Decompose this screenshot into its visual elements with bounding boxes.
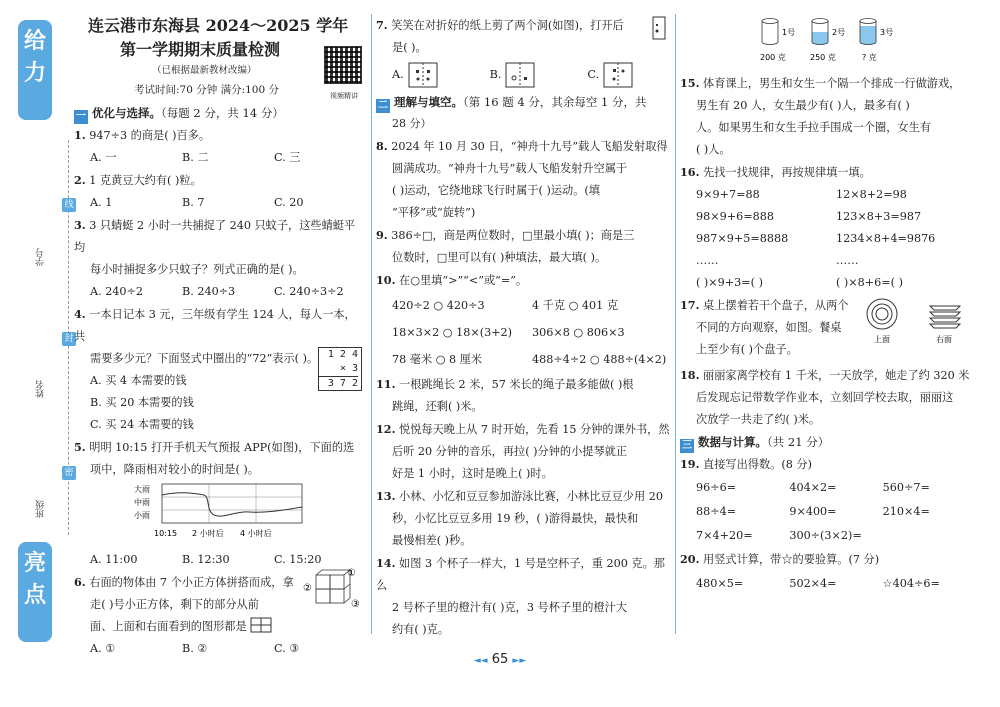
compare-item[interactable]: 78 毫米 ○ 8 厘米: [392, 353, 483, 366]
student-id-label: 学号: [36, 248, 46, 266]
pattern-item: 98×9+6=888: [696, 210, 774, 223]
cup-label: 2号: [832, 28, 846, 37]
qr-caption: 视频精讲: [330, 92, 358, 100]
question-text: 悦悦每天晚上从 7 时开始，先看 15 分钟的课外书，然: [399, 423, 670, 436]
option-b[interactable]: B.: [489, 68, 502, 81]
question-16: [680, 161, 976, 294]
section-3-heading: [680, 431, 976, 453]
question-text: 右面的物体由 7 个小正方体拼搭而成，拿: [89, 576, 294, 589]
question-text: 不同的方向观察，如图。餐桌: [696, 321, 842, 334]
option-c[interactable]: C.: [587, 68, 600, 81]
question-19: [680, 453, 976, 548]
chart-y-label: 大雨: [134, 485, 150, 494]
cups-figure: [680, 14, 976, 64]
compare-item[interactable]: 488÷4÷2 ○ 488÷(4×2): [532, 353, 667, 366]
question-text: 面、上面和右面看到的图形都是: [90, 620, 247, 633]
next-page-icon[interactable]: ►►: [512, 656, 527, 666]
option-b[interactable]: B. 7: [182, 196, 205, 209]
question-text: 用竖式计算，带☆的要验算。(7 分): [703, 553, 880, 566]
cup-label: 1号: [782, 28, 796, 37]
column-1: [74, 14, 366, 660]
question-number: 2.: [74, 173, 86, 187]
question-text: “平移”或“旋转”): [392, 206, 476, 219]
section-badge: 二: [378, 100, 388, 111]
question-text: 小林、小忆和豆豆参加游泳比赛，小林比豆豆少用 20: [399, 490, 663, 503]
cube-label: ②: [303, 583, 312, 594]
question-1: [74, 124, 366, 169]
chart-x-label: 10:15: [154, 529, 178, 538]
exam-title: 连云港市东海县 2024～2025 学年: [88, 16, 349, 35]
question-20: [680, 548, 976, 597]
question-8: [376, 135, 672, 224]
option-b[interactable]: B. 240÷3: [182, 285, 236, 298]
pattern-item: 1234×8+4=9876: [836, 232, 936, 245]
question-7: [376, 14, 672, 91]
option-a[interactable]: A. 买 4 本需要的钱: [90, 374, 187, 387]
edition-note: （已根据最新教材改编）: [152, 65, 257, 76]
question-number: 3.: [74, 218, 86, 232]
question-number: 19.: [680, 457, 700, 471]
seal-mark: 封: [62, 332, 76, 346]
question-number: 8.: [376, 139, 388, 153]
calc-item[interactable]: 404×2=: [789, 481, 837, 494]
question-text: 3 只蜻蜓 2 小时一共捕捉了 240 只蚊子，这些蜻蜓平均: [74, 219, 356, 254]
section-2-heading: [376, 91, 672, 113]
question-text: 在○里填“>”“<”或“=”。: [399, 274, 528, 287]
calc-item[interactable]: ☆404÷6=: [882, 577, 940, 590]
question-text: 上至少有( )个盘子。: [696, 343, 798, 356]
question-text: 体育课上，男生和女生一个隔一个排成一行做游戏，: [703, 77, 961, 90]
question-10: [376, 269, 672, 373]
section-note: （共 21 分）: [767, 435, 830, 449]
option-c[interactable]: C. 三: [274, 151, 301, 164]
pattern-blank[interactable]: ( )×9+3=( ): [696, 276, 763, 289]
folded-paper-figure: [652, 16, 666, 40]
calc-line: 1 2 4: [327, 349, 358, 360]
calc-item[interactable]: 560÷7=: [882, 481, 930, 494]
question-number: 20.: [680, 552, 700, 566]
cube-label: ①: [347, 568, 356, 579]
option-b[interactable]: B. 二: [182, 151, 209, 164]
question-text: 一根跳绳长 2 米，57 米长的绳子最多能做( )根: [399, 378, 634, 391]
calc-item[interactable]: 300÷(3×2)=: [789, 529, 862, 542]
question-text: 男生有 20 人，女生最少有( )人，最多有( ): [696, 99, 910, 112]
chart-y-label: 小雨: [134, 511, 150, 520]
question-number: 9.: [376, 228, 388, 242]
compare-item[interactable]: 4 千克 ○ 401 克: [532, 299, 619, 312]
question-text: 后听 20 分钟的音乐，再拉( )分钟的小提琴就正: [392, 445, 628, 458]
question-text: ( )运动，它绕地球飞行时属于( )运动。(填: [392, 184, 600, 197]
question-text: 好是 1 小时，这时是晚上( )时。: [392, 467, 553, 480]
question-number: 7.: [376, 18, 388, 32]
option-a-figure[interactable]: [408, 62, 438, 88]
question-text: 如图 3 个杯子一样大，1 号是空杯子，重 200 克。那么: [376, 557, 665, 592]
chart-frame: [162, 484, 302, 523]
option-c-figure[interactable]: [603, 62, 633, 88]
option-c[interactable]: C. 买 24 本需要的钱: [90, 418, 194, 431]
section-note: 28 分）: [392, 117, 432, 130]
cube-label: ③: [351, 599, 360, 610]
calc-item[interactable]: [883, 524, 976, 548]
question-number: 6.: [74, 575, 86, 589]
calc-item[interactable]: 88÷4=: [696, 505, 737, 518]
question-text: 丽丽家离学校有 1 千米，一天放学，她走了约 320 米: [703, 369, 970, 382]
question-5: [74, 436, 366, 571]
exam-meta: 考试时间:70 分钟 满分:100 分: [134, 84, 279, 96]
cup-weight: 200 克: [760, 53, 786, 62]
question-9: [376, 224, 672, 269]
seal-mark: 线: [62, 198, 76, 212]
chart-x-label: 2 小时后: [192, 529, 224, 538]
pattern-item: 123×8+3=987: [836, 210, 922, 223]
class-label: 班级: [36, 500, 46, 518]
section-badge: 一: [76, 111, 86, 122]
section-title: 优化与选择。: [92, 106, 161, 120]
option-c[interactable]: C. ③: [274, 642, 300, 655]
question-11: [376, 373, 672, 418]
pattern-blank[interactable]: ( )×8+6=( ): [836, 276, 903, 289]
section-1-heading: [74, 102, 366, 124]
column-2: [376, 14, 672, 641]
option-c[interactable]: C. 240÷3÷2: [274, 285, 344, 298]
cube-figure: [302, 567, 362, 615]
view-label: 右面: [936, 335, 952, 344]
section-title: 理解与填空。: [394, 95, 463, 109]
brand-tab-bottom: 亮点: [18, 542, 52, 642]
question-15: [680, 72, 976, 161]
question-text: 人。如果男生和女生手拉手围成一个圈，女生有: [696, 121, 931, 134]
vertical-calculation: [318, 347, 362, 391]
view-label: 上面: [874, 335, 890, 344]
question-text: 先找一找规律，再按规律填一填。: [703, 166, 871, 179]
question-text: 次放学一共走了约( )米。: [696, 413, 821, 426]
pattern-item: 9×9+7=88: [696, 188, 760, 201]
question-4: [74, 303, 366, 436]
option-b[interactable]: B. 12:30: [182, 553, 230, 566]
calc-item[interactable]: 96÷6=: [696, 481, 737, 494]
pattern-item: 12×8+2=98: [836, 188, 907, 201]
question-text: 项中，降雨相对较小的时间是( )。: [90, 463, 259, 476]
pattern-item: ……: [836, 254, 859, 267]
compare-item[interactable]: 18×3×2 ○ 18×(3+2): [392, 326, 513, 339]
section-note: （第 16 题 4 分，其余每空 1 分，共: [463, 95, 647, 109]
compare-item[interactable]: 306×8 ○ 806×3: [532, 326, 625, 339]
question-number: 1.: [74, 128, 86, 142]
question-text: 2 号杯子里的橙汁有( )克，3 号杯子里的橙汁大: [392, 601, 628, 614]
question-text: 是( )。: [392, 41, 427, 54]
exam-subtitle: 第一学期期末质量检测: [120, 40, 281, 59]
question-text: 后发现忘记带数学作业本，立刻回学校去取，丽丽这: [696, 391, 954, 404]
question-text: 走( )号小正方体，剩下的部分从前: [90, 598, 259, 611]
option-c[interactable]: C. 15:20: [274, 553, 322, 566]
cup-label: 3号: [880, 28, 894, 37]
qr-code[interactable]: [324, 46, 362, 84]
question-text: 需要多少元？下面竖式中圈出的“72”表示( )。: [90, 352, 319, 365]
brand-tab-top: 给力: [18, 20, 52, 120]
question-text: 每小时捕捉多少只蚊子？列式正确的是( )。: [90, 263, 304, 276]
option-a[interactable]: A. 一: [90, 151, 117, 164]
section-title: 数据与计算。: [698, 435, 767, 449]
column-divider: [675, 14, 676, 634]
calc-item[interactable]: 9×400=: [789, 505, 837, 518]
option-b[interactable]: B. 买 20 本需要的钱: [90, 396, 194, 409]
column-3: [680, 14, 976, 597]
cup-weight: ? 克: [862, 53, 877, 62]
plates-figure: [860, 296, 972, 346]
calc-item[interactable]: 7×4+20=: [696, 529, 753, 542]
pattern-item: ……: [696, 254, 719, 267]
seal-mark: 密: [62, 466, 76, 480]
question-number: 10.: [376, 273, 396, 287]
chart-y-label: 中雨: [134, 498, 150, 507]
question-12: [376, 418, 672, 485]
calc-line: 3 7 2: [327, 378, 358, 389]
question-13: [376, 485, 672, 552]
option-a[interactable]: A. 1: [90, 196, 113, 209]
question-number: 14.: [376, 556, 396, 570]
option-a[interactable]: A. 240÷2: [90, 285, 144, 298]
question-text: 跳绳，还剩( )米。: [392, 400, 483, 413]
cup-weight: 250 克: [810, 53, 836, 62]
question-text: 1 克黄豆大约有( )粒。: [89, 174, 202, 187]
question-number: 13.: [376, 489, 396, 503]
question-text: 秒，小忆比豆豆多用 19 秒，( )游得最快，最快和: [392, 512, 639, 525]
column-divider: [371, 14, 372, 634]
question-number: 15.: [680, 76, 700, 90]
question-text: 位数时，□里可以有( )种填法，最大填( )。: [392, 251, 607, 264]
question-number: 4.: [74, 307, 86, 321]
question-3: [74, 214, 366, 303]
question-number: 5.: [74, 440, 86, 454]
question-text: 直接写出得数。(8 分): [703, 458, 812, 471]
question-text: 圆满成功。“神舟十九号”载人飞船发射升空属于: [392, 162, 628, 175]
page-number: 65: [491, 652, 509, 667]
question-number: 17.: [680, 298, 700, 312]
binding-margin: [14, 20, 74, 640]
calc-line: × 3: [319, 362, 358, 377]
question-14: [376, 552, 672, 641]
rain-forecast-chart: [74, 481, 366, 547]
question-number: 12.: [376, 422, 396, 436]
rain-curve: [162, 493, 302, 516]
question-number: 16.: [680, 165, 700, 179]
question-text: 2024 年 10 月 30 日，“神舟十九号”载人飞船发射取得: [391, 140, 668, 153]
question-number: 18.: [680, 368, 700, 382]
question-number: 11.: [376, 377, 396, 391]
question-6: [74, 568, 366, 660]
option-a[interactable]: A.: [392, 68, 404, 81]
question-text: ( )人。: [696, 143, 731, 156]
pattern-item: 987×9+5=8888: [696, 232, 789, 245]
question-text: 笑笑在对折好的纸上剪了两个洞(如图)，打开后: [391, 19, 624, 32]
question-17: [680, 294, 976, 364]
view-shape-icon: [250, 617, 272, 633]
page-footer: [0, 652, 1000, 667]
question-text: 947÷3 的商是( )百多。: [89, 129, 211, 142]
question-text: 386÷□，商是两位数时，□里最小填( )；商是三: [391, 229, 635, 242]
option-b[interactable]: B. ②: [182, 642, 208, 655]
question-text: 桌上摆着若干个盘子，从两个: [703, 299, 849, 312]
calc-item[interactable]: 502×4=: [789, 577, 837, 590]
section-badge: 三: [682, 440, 692, 451]
calc-item[interactable]: 480×5=: [696, 577, 744, 590]
section-note: （每题 2 分，共 14 分）: [161, 106, 284, 120]
question-text: 明明 10:15 打开手机天气预报 APP(如图)，下面的选: [89, 441, 355, 454]
question-18: [680, 364, 976, 431]
calc-item[interactable]: 210×4=: [882, 505, 930, 518]
prev-page-icon[interactable]: ◄◄: [473, 656, 488, 666]
option-c[interactable]: C. 20: [274, 196, 304, 209]
question-text: 最慢相差( )秒。: [392, 534, 472, 547]
question-2: [74, 169, 366, 214]
compare-item[interactable]: 420÷2 ○ 420÷3: [392, 299, 485, 312]
option-a[interactable]: A. 11:00: [90, 553, 138, 566]
question-text: 约有( )克。: [392, 623, 450, 636]
option-a[interactable]: A. ①: [90, 642, 116, 655]
question-text: 一本日记本 3 元，三年级有学生 124 人，每人一本，共: [74, 308, 356, 343]
option-b-figure[interactable]: [505, 62, 535, 88]
student-name-label: 姓名: [36, 380, 46, 398]
q7-options: [376, 59, 672, 91]
chart-x-label: 4 小时后: [240, 529, 272, 538]
